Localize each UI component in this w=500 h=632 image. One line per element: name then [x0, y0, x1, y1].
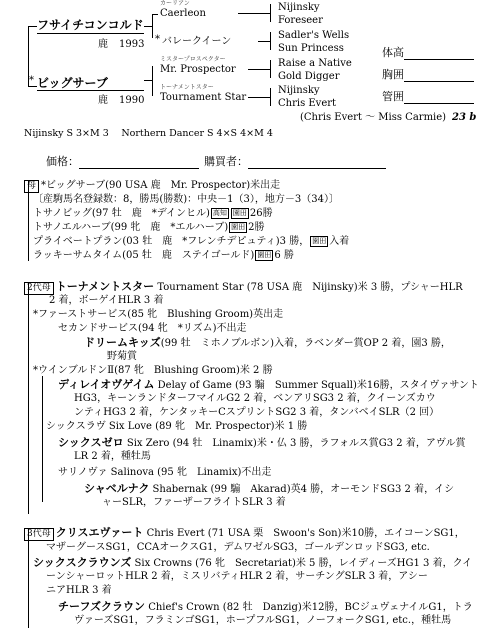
price-field: 価格：: [46, 155, 199, 169]
third-dam-row-7: ヴァーズSG1，フラミンゴSG1，ホープフルSG1，ノーフォークSG1, etc.，種牡馬: [74, 615, 452, 626]
section-tag: 母: [24, 180, 39, 193]
dam-dam-ruby: トーナメントスター: [160, 84, 214, 91]
third-dam-row-2: マザーグースSG1，CCAオークスG1，デムワゼルSG3，ゴールデンロッドSG3, etc.: [46, 542, 430, 553]
second-dam-row-10: ンティHG3 2 着，ケンタッキーCスプリントSG2 3 着，タンバベイSLR（2 回）: [74, 407, 440, 418]
dam-section-row-4: トサノエルハーブ(99 牝 鹿 *エルハーブ) 園田 2勝: [33, 222, 265, 233]
dam-name: ビッグサーブ: [37, 76, 108, 90]
third-dam-row-3: シックスクラウンズ Six Crowns (76 牝 Secretariat)米 5 勝，レイディーズHG1 3 着，クイ: [33, 556, 473, 569]
family-note: (Chris Evert 〜 Miss Carmie): [300, 112, 447, 123]
height-label: 体高: [382, 46, 474, 60]
second-dam-row-6: 野菊賞: [107, 351, 137, 362]
sire-sire-ruby: カーリアン: [160, 0, 190, 7]
second-dam-row-3: *ファーストサービス(85 牝 Blushing Groom)英出走: [33, 309, 284, 320]
second-dam-row-16: ャーSLR，ファーザーフライトSLR 3 着: [102, 497, 286, 508]
second-dam-row-11: シックスラヴ Six Love (89 牝 Mr. Prospector)米 1 勝: [46, 421, 308, 432]
second-dam-row-5: ドリームキッズ(99 牡 ミホノブルボン)入着，ラベンダー賞OP 2 着，園3 勝，: [84, 336, 451, 349]
dam-sire-name: Mr. Prospector: [160, 64, 236, 75]
girth-label: 胸囲: [382, 68, 474, 82]
sire-underline: [37, 33, 144, 34]
dam-year: 1990: [119, 95, 145, 106]
gen3-7: Nijinsky: [278, 85, 320, 96]
gen3-6: Gold Digger: [278, 71, 340, 82]
dam-sire-ruby: ミスタープロスペクター: [160, 56, 226, 63]
dam-dam-name: Tournament Star: [160, 92, 247, 103]
buyer-field: 購買者：: [204, 155, 386, 169]
third-dam-row-5: ニアHLR 3 着: [46, 585, 112, 596]
dam-section-row-5: プライベートプラン(03 牡 鹿 *フレンチデピュティ)3 勝， 園田 入着: [33, 236, 350, 247]
gen3-5: Raise a Native: [278, 58, 352, 69]
second-dam-row-8: ディレイオヴゲイム Delay of Game (93 騸 Summer Squall)米16勝，スタイヴァサント: [58, 378, 479, 391]
second-dam-row-4: セカンドサービス(94 牝 *リズム)不出走: [58, 323, 247, 334]
dam-color: 鹿: [98, 95, 108, 106]
sire-bracket: [152, 14, 153, 38]
second-dam-row-14: サリノヴァ Salinova (95 牝 Linamix)不出走: [58, 467, 272, 478]
dam-bracket: [152, 66, 153, 96]
dam-section-row-6: ラッキーサムタイム(05 牡 鹿 ステイゴールド) 園田 6 勝: [33, 250, 294, 261]
section-tag: 2代母: [24, 282, 54, 295]
sire-dam-star: *: [155, 34, 160, 45]
sire-sire-name: Caerleon: [160, 8, 206, 19]
gen3-4: Sun Princess: [278, 43, 344, 54]
gen3-3: Sadler's Wells: [278, 30, 350, 41]
gen3-8: Chris Evert: [278, 98, 337, 109]
dam-section-row-1: 母 *ビッグサーブ(90 USA 鹿 Mr. Prospector)米出走: [24, 179, 280, 193]
third-dam-row-1: 3代母 クリスエヴァート Chris Evert (71 USA 栗 Swoon's Son)米10勝，エイコーンSG1，: [24, 526, 465, 541]
dam-section-row-2: 〔産駒馬名登録数：8，勝馬(勝数)：中央－1（3），地方－3（34）〕: [33, 194, 339, 205]
sire-name: フサイチコンコルド: [37, 18, 144, 32]
gen3-2: Foreseer: [278, 15, 323, 26]
sire-dam-name: バレークイーン: [162, 36, 232, 47]
second-dam-row-12: シックスゼロ Six Zero (94 牡 Linamix)米・仏 3 勝，ラフォルス賞G3 2 着，アヴル賞: [58, 436, 466, 449]
second-dam-row-15: シャベルナク Shabernak (99 騸 Akarad)英4 勝，オーモンドSG3 2 着，イシ: [84, 482, 455, 495]
third-dam-row-4: ーンシャーロットHLR 2 着，ミスリバティHLR 2 着，サーチングSLR 3 着，アシー: [46, 571, 428, 582]
inbreeding-line: Nijinsky S 3×M 3 Northern Dancer S 4×S 4×M 4: [24, 128, 273, 139]
sire-color: 鹿: [98, 39, 108, 50]
second-dam-row-13: LR 2 着，種牡馬: [74, 451, 151, 462]
cannon-label: 管囲: [382, 90, 474, 104]
family-number: 23 b: [452, 112, 477, 123]
second-dam-row-2: 2 着，ボーゲイHLR 3 着: [49, 295, 164, 306]
second-dam-row-9: HG3，キーンランドターフマイルG2 2 着，ベンアリSG3 2 着，クイーンズカウ: [74, 393, 436, 404]
third-dam-row-6: チーフズクラウン Chief's Crown (82 牡 Danzig)米12勝，BCジュヴェナイルG1，トラ: [58, 600, 473, 613]
dam-section-row-3: トサノビッグ(97 牡 鹿 *デインヒル) 高知 園田 26勝: [33, 208, 273, 219]
sire-year: 1993: [119, 39, 145, 50]
dam-star: *: [29, 75, 34, 86]
section-tag: 3代母: [24, 528, 54, 541]
second-dam-row-7: *ウインブルドンⅡ(87 牝 Blushing Groom)米 2 勝: [33, 365, 273, 376]
main-bracket: [28, 26, 29, 86]
second-dam-row-1: 2代母 トーナメントスター Tournament Star (78 USA 鹿 Nijinsky)米 3 勝，プシャーHLR: [24, 280, 463, 295]
gen3-1: Nijinsky: [278, 2, 320, 13]
